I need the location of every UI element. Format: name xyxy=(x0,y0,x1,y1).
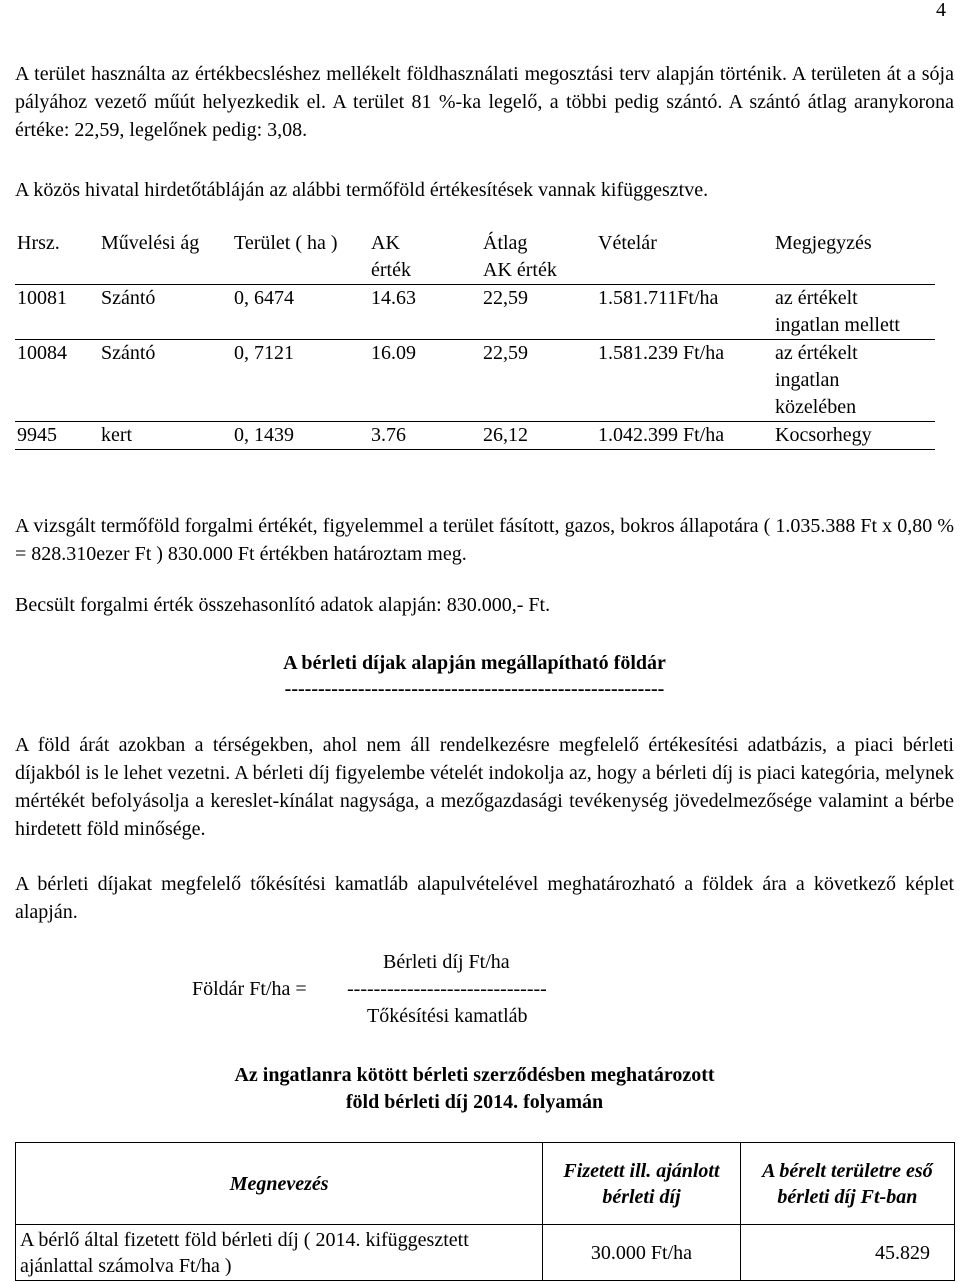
cell-terulet: 0, 1439 xyxy=(232,422,369,450)
cell-muvelesi: Szántó xyxy=(99,340,232,422)
valuation-paragraph-2: Becsült forgalmi érték összehasonlító adatok alapján: 830.000,- Ft. xyxy=(15,594,551,616)
cell-megjegyzes: Kocsorhegy xyxy=(773,422,935,450)
section-paragraph-2: A bérleti díjakat megfelelő tőkésítési kamatláb alapulvételével meghatározható a földek ára a következő képlet alapján. xyxy=(15,873,954,923)
rent-heading-line-1: Az ingatlanra kötött bérleti szerződésben meghatározott xyxy=(234,1064,715,1086)
cell-muvelesi: Szántó xyxy=(99,285,232,340)
section-title: A bérleti díjak alapján megállapítható földár xyxy=(283,652,666,674)
table-row xyxy=(15,422,935,450)
cell-ak: 3.76 xyxy=(369,422,481,450)
col-megjegyzes: Megjegyzés xyxy=(773,230,935,285)
intro-paragraph-1: A terület használta az értékbecsléshez mellékelt földhasználati megosztási terv alapján történik. A területen át a sója pályához vezető műút helyezkedik el. A terület 81 %-ka legelő, a többi pedig szántó. A szántó átlag aranykorona értéke: 22,59, legelőnek pedig: 3,08. xyxy=(15,63,954,141)
col-atlag-ak: Átlag AK érték xyxy=(481,230,596,285)
cell-megnevezes: A bérlő által fizetett föld bérleti díj ( 2014. kifüggesztett ajánlattal számolva Ft/ha ) xyxy=(16,1225,543,1281)
cell-terulet: 0, 6474 xyxy=(232,285,369,340)
cell-atlag: 22,59 xyxy=(481,340,596,422)
page-number: 4 xyxy=(936,0,946,21)
section-title-rule: --------------------------------------------------------- xyxy=(284,678,665,700)
col-vetelar: Vételár xyxy=(596,230,773,285)
col-berelt-teruletre-eso-dij: A bérelt területre eső bérleti díj Ft-ban xyxy=(740,1143,954,1225)
section-paragraph-1: A föld árát azokban a térségekben, ahol nem áll rendelkezésre megfelelő értékesítési adatbázis, a piaci bérleti díjakból is le lehet vezetni. A bérleti díj figyelembe vételét indokolja az, hogy a bérleti díj is piaci kategória, melynek mértékét befolyásolja a kereslet-kínálat nagysága, a mezőgazdasági tevékenység jövedelmezősége valamint a bérbe hirdetett föld minősége. xyxy=(15,734,954,840)
formula-denominator: Tőkésítési kamatláb xyxy=(367,1005,528,1027)
formula-lhs: Földár Ft/ha = xyxy=(192,978,307,1000)
col-hrsz: Hrsz. xyxy=(15,230,99,285)
cell-fizetett: 30.000 Ft/ha xyxy=(543,1225,740,1281)
formula-numerator: Bérleti díj Ft/ha xyxy=(383,951,510,973)
col-fizetett-berleti-dij: Fizetett ill. ajánlott bérleti díj xyxy=(543,1143,740,1225)
land-table-header xyxy=(15,230,935,285)
intro-paragraph-2: A közös hivatal hirdetőtábláján az alábbi termőföld értékesítések vannak kifüggesztve. xyxy=(15,179,709,201)
cell-terulet: 0, 7121 xyxy=(232,340,369,422)
cell-vetelar: 1.042.399 Ft/ha xyxy=(596,422,773,450)
valuation-paragraph-1: A vizsgált termőföld forgalmi értékét, figyelemmel a terület fásított, gazos, bokros állapotára ( 1.035.388 Ft x 0,80 % = 828.310ezer Ft ) 830.000 Ft értékben határoztam meg. xyxy=(15,515,954,565)
rent-heading-line-2: föld bérleti díj 2014. folyamán xyxy=(345,1091,604,1113)
cell-megjegyzes: az értékelt ingatlan közelében xyxy=(773,340,935,422)
col-terulet: Terület ( ha ) xyxy=(232,230,369,285)
cell-hrsz: 9945 xyxy=(15,422,99,450)
col-muvelesi-ag: Művelési ág xyxy=(99,230,232,285)
cell-hrsz: 10081 xyxy=(15,285,99,340)
table-row xyxy=(15,340,935,422)
rent-table xyxy=(15,1142,955,1281)
table-row xyxy=(16,1225,955,1281)
cell-berelt-dij: 45.829 xyxy=(740,1225,954,1281)
col-ak-ertek: AK érték xyxy=(369,230,481,285)
price-formula xyxy=(15,948,954,1038)
formula-divider: ------------------------------ xyxy=(347,978,547,1000)
table-row xyxy=(15,285,935,340)
land-sales-table xyxy=(15,230,935,450)
cell-ak: 16.09 xyxy=(369,340,481,422)
cell-atlag: 22,59 xyxy=(481,285,596,340)
cell-atlag: 26,12 xyxy=(481,422,596,450)
cell-ak: 14.63 xyxy=(369,285,481,340)
cell-vetelar: 1.581.239 Ft/ha xyxy=(596,340,773,422)
cell-hrsz: 10084 xyxy=(15,340,99,422)
col-megnevezes: Megnevezés xyxy=(16,1143,543,1225)
cell-vetelar: 1.581.711Ft/ha xyxy=(596,285,773,340)
cell-megjegyzes: az értékelt ingatlan mellett xyxy=(773,285,935,340)
cell-muvelesi: kert xyxy=(99,422,232,450)
rent-table-header xyxy=(16,1143,955,1225)
